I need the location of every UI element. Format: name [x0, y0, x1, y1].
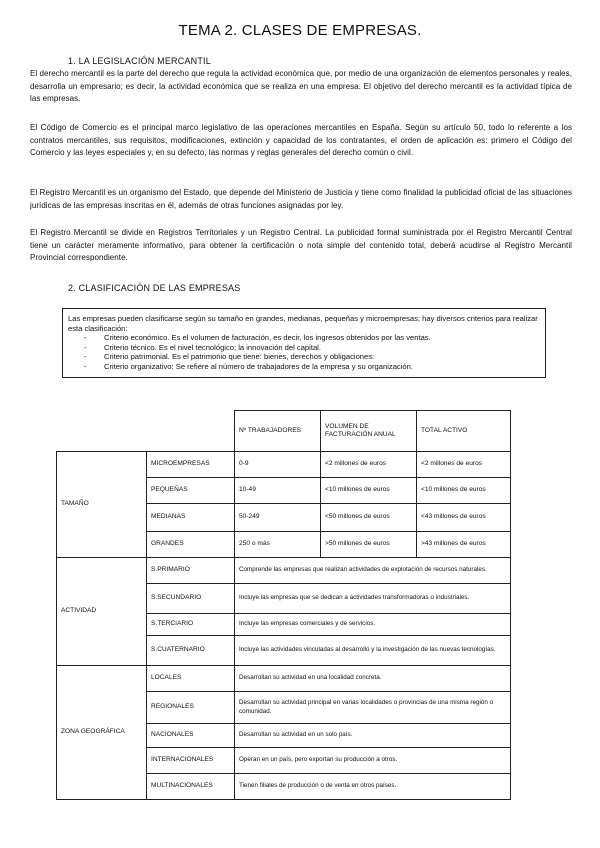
table-header-row: [57, 411, 511, 452]
classification-table: [56, 410, 511, 800]
row-label: REGIONALES: [147, 692, 235, 724]
row-description: Comprende las empresas que realizan actividades de explotación de recursos naturales.: [235, 558, 511, 584]
row-label: GRANDES: [147, 532, 235, 558]
row-label: INTERNACIONALES: [147, 748, 235, 774]
criteria-item: - Criterio organizativo: Se refiere al número de trabajadores de la empresa y su organización.: [84, 362, 540, 372]
row-label: S.SECUNDARIO: [147, 584, 235, 614]
table-row: [57, 452, 511, 478]
row-label: PEQUEÑAS: [147, 478, 235, 504]
cell-trabajadores: 0-9: [235, 452, 321, 478]
header-trabajadores: Nº TRABAJADORES: [235, 411, 321, 452]
criteria-item: - Criterio económico. Es el volumen de facturación, es decir, los ingresos obtenidos por las ventas.: [84, 333, 540, 343]
row-label: MULTINACIONALES: [147, 774, 235, 800]
row-label: S.CUATERNARIO: [147, 636, 235, 666]
criteria-intro: Las empresas pueden clasificarse según su tamaño en grandes, medianas, pequeñas y microempresas; hay diversos criterios para realizar esta clasificación:: [68, 314, 538, 333]
criteria-item: - Criterio técnico. Es el nivel tecnológico; la innovación del capital.: [84, 343, 540, 353]
row-label: LOCALES: [147, 666, 235, 692]
cell-activo: <43 millones de euros: [417, 504, 511, 532]
cell-trabajadores: 50-249: [235, 504, 321, 532]
row-label: NACIONALES: [147, 724, 235, 748]
row-description: Desarrollan su actividad principal en varias localidades o provincias de una misma región o comunidad.: [235, 692, 511, 724]
cell-volumen: <50 millones de euros: [321, 504, 417, 532]
cell-activo: >43 millones de euros: [417, 532, 511, 558]
row-description: Tienen filiales de producción o de venta en otros países.: [235, 774, 511, 800]
header-activo: TOTAL ACTIVO: [417, 411, 511, 452]
section-1-heading: 1. LA LEGISLACIÓN MERCANTIL: [68, 56, 211, 66]
paragraph-registro-division: El Registro Mercantil se divide en Registros Territoriales y un Registro Central. La publicidad formal suministrada por el Registro Mercantil Central tiene un carácter meramente informativo, para obtener la certificación o nota simple del contenido total, deberá acudirse al Registro Mercantil Provincial correspondiente.: [30, 228, 572, 263]
group-actividad: ACTIVIDAD: [57, 558, 147, 666]
row-label: S.TERCIARIO: [147, 614, 235, 636]
criteria-box: [62, 308, 546, 378]
cell-volumen: >50 millones de euros: [321, 532, 417, 558]
group-zona: ZONA GEOGRÁFICA: [57, 666, 147, 800]
cell-activo: <2 millones de euros: [417, 452, 511, 478]
page-title: TEMA 2. CLASES DE EMPRESAS.: [178, 22, 422, 39]
row-description: Incluye las actividades vinculadas al desarrollo y la investigación de las nuevas tecnologías.: [235, 636, 511, 666]
row-description: Desarrollan su actividad en un solo país.: [235, 724, 511, 748]
table-row: [57, 666, 511, 692]
paragraph-derecho-mercantil: El derecho mercantil es la parte del derecho que regula la actividad económica que, por medio de una organización de elementos personales y reales, desarrolla un empresario; es decir, la actividad económica que se realiza en una empresa. El objetivo del derecho mercantil es la actividad típica de las empresas.: [30, 69, 572, 104]
section-2-heading: 2. CLASIFICACIÓN DE LAS EMPRESAS: [68, 283, 241, 293]
row-description: Incluye las empresas que se dedican a actividades transformadoras o industriales.: [235, 584, 511, 614]
cell-volumen: <2 millones de euros: [321, 452, 417, 478]
paragraph-registro-mercantil: El Registro Mercantil es un organismo del Estado, que depende del Ministerio de Justicia y tiene como finalidad la publicidad oficial de las situaciones jurídicas de las empresas inscritas en él, además de otras funciones asignadas por ley.: [30, 188, 572, 210]
cell-trabajadores: 10-49: [235, 478, 321, 504]
criteria-list: [68, 333, 540, 371]
row-description: Incluye las empresas comerciales y de servicios.: [235, 614, 511, 636]
row-label: MICROEMPRESAS: [147, 452, 235, 478]
cell-trabajadores: 250 o más: [235, 532, 321, 558]
group-tamano: TAMAÑO: [57, 452, 147, 558]
row-label: S.PRIMARIO: [147, 558, 235, 584]
row-description: Operan en un país, pero exportan su producción a otros.: [235, 748, 511, 774]
row-label: MEDIANAS: [147, 504, 235, 532]
header-volumen: VOLUMEN DE FACTURACIÓN ANUAL: [321, 411, 417, 452]
paragraph-codigo-comercio: El Código de Comercio es el principal marco legislativo de las operaciones mercantiles en España. Según su artículo 50, todo lo referente a los contratos mercantiles, sus requisitos, modificaciones, extinción y capacidad de los contratantes, el orden de aplicación es: primero el Código del Comercio y las leyes especiales y, en su defecto, las normas y reglas generales del derecho común o civil.: [30, 123, 572, 158]
cell-volumen: <10 millones de euros: [321, 478, 417, 504]
criteria-item: - Criterio patrimonial. Es el patrimonio que tiene: bienes, derechos y obligaciones:: [84, 352, 540, 362]
row-description: Desarrollan su actividad en una localidad concreta.: [235, 666, 511, 692]
cell-activo: <10 millones de euros: [417, 478, 511, 504]
table-row: [57, 558, 511, 584]
